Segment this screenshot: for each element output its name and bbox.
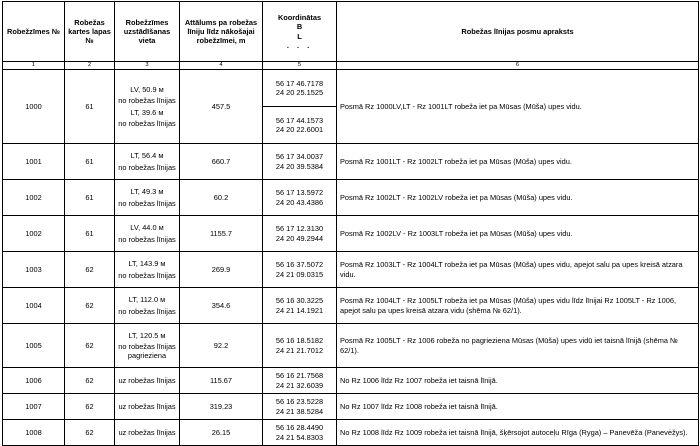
table-row [3,324,699,368]
location-text: uz robežas līnijas [118,427,176,437]
location-text: LT, 112.0 м [128,295,166,305]
table-row [3,144,699,180]
distance: 269.9 [180,252,263,288]
description: Posmā Rz 1002LV - Rz 1003LT robeža iet pa Mūsas (Mūša) upes vidu. [337,216,699,252]
col-number: 2 [65,62,115,70]
coordinates-cell [263,420,337,446]
coordinates-cell [263,70,337,144]
coord-l-value: 24 21 38.5284 [275,406,324,416]
coordinates-cell [263,288,337,324]
marker-no: 1003 [3,252,65,288]
distance: 354.6 [180,288,263,324]
table-row [3,216,699,252]
coord-dots: . . . [286,40,313,50]
table-row [3,394,699,420]
location-note: no robežas līnijas [118,96,176,106]
coord-b-value: 56 17 12.3130 [275,224,324,234]
coord-l-value: 24 20 49.2944 [275,233,324,243]
header-sheet-no: Robežas kartes lapas № [65,2,115,62]
coord-l-value: 24 20 43.4386 [275,197,324,207]
header-description: Robežas līnijas posmu apraksts [337,2,699,62]
coord-b-value: 56 17 13.5972 [275,188,324,198]
coord-l-value: 24 20 25.1525 [275,88,324,97]
coord-l-value: 24 21 21.7012 [275,345,324,355]
location-cell [115,288,180,324]
header-location: Robežzīmes uzstādīšanas vieta [115,2,180,62]
coord-b-value: 56 17 44.1573 [275,115,324,125]
marker-no: 1007 [3,394,65,420]
distance: 60.2 [180,180,263,216]
sheet-no: 62 [65,252,115,288]
description: Posmā Rz 1004LT - Rz 1005LT robeža iet pa Mūsas (Mūša) upes vidu līdz līnijai Rz 1005LT - Rz 1006, apejot salu pa upes kreisā atzara vidu (shēma № 62/1). [337,288,699,324]
table-row [3,180,699,216]
coordinates-cell [263,394,337,420]
coordinates-cell [263,144,337,180]
location-text: uz robežas līnijas [118,401,176,411]
marker-no: 1002 [3,180,65,216]
location-note: no robežas līnijas [118,198,176,208]
location-cell [115,420,180,446]
coord-l-value: 24 21 32.6039 [275,380,324,390]
coord-l-value: 24 20 22.6001 [275,125,324,134]
location-note: no robežas līnijas [118,162,176,172]
coordinates-cell [263,324,337,368]
description: Posmā Rz 1002LT - Rz 1002LV robeža iet pa Mūsas (Mūša) upes vidu. [337,180,699,216]
location-cell [115,144,180,180]
col-number: 5 [263,62,337,70]
sheet-no: 62 [65,368,115,394]
description: No Rz 1006 līdz Rz 1007 robeža iet taisnā līnijā. [337,368,699,394]
location-text: uz robežas līnijas [118,375,176,385]
location-cell [115,252,180,288]
location-note: no robežas līnijas [118,306,176,316]
coord-b-value: 56 16 21.7568 [275,371,324,381]
description: Posmā Rz 1001LT - Rz 1002LT robeža iet pa Mūsas (Mūša) upes vidu. [337,144,699,180]
coordinates-cell [263,180,337,216]
location-note: no robežas līnijas [118,118,176,128]
boundary-markers-table [2,1,699,446]
col-number: 3 [115,62,180,70]
distance: 26.15 [180,420,263,446]
coordinates-cell [263,252,337,288]
distance: 457.5 [180,70,263,144]
marker-no: 1005 [3,324,65,368]
sheet-no: 62 [65,288,115,324]
col-number: 1 [3,62,65,70]
coord-b-value: 56 16 30.3225 [275,296,324,306]
coord-b: B [296,22,303,32]
location-cell [115,216,180,252]
location-text: LT, 49.3 м [130,187,164,197]
location-text: LT, 39.6 м [130,107,164,117]
location-text: LV, 44.0 м [130,223,164,233]
header-distance: Attālums pa robežas līniju līdz nākošajai robežzīmei, m [180,2,263,62]
coord-l-value: 24 20 39.5384 [275,161,324,171]
column-number-row [3,62,699,70]
table-row [3,420,699,446]
coord-b-value: 56 16 23.5228 [275,397,324,407]
coordinates-cell [263,216,337,252]
coord-b-value: 56 16 18.5182 [275,336,324,346]
distance: 92.2 [180,324,263,368]
marker-no: 1004 [3,288,65,324]
location-text: LT, 120.5 м [128,330,166,340]
sheet-no: 62 [65,394,115,420]
description: Posmā Rz 1005LT - Rz 1006 robeža no pagrieziena Mūsas (Mūša) upes vidū iet taisnā līnijā (shēma № 62/1). [337,324,699,368]
location-note: no robežas līnijas [118,234,176,244]
table-row [3,288,699,324]
marker-no: 1008 [3,420,65,446]
sheet-no: 61 [65,70,115,144]
location-cell [115,324,180,368]
distance: 1155.7 [180,216,263,252]
coord-l-value: 24 21 09.0315 [275,269,324,279]
location-note: no robežas līnijas [118,270,176,280]
coord-b-value: 56 16 28.4490 [275,423,324,433]
description: No Rz 1007 līdz Rz 1008 robeža iet taisnā līnijā. [337,394,699,420]
sheet-no: 62 [65,420,115,446]
col-number: 4 [180,62,263,70]
location-note: no robežas līnijas pagrieziena [118,341,176,361]
location-cell [115,70,180,144]
header-marker-no: Robežzīmes № [3,2,65,62]
marker-no: 1000 [3,70,65,144]
location-cell [115,394,180,420]
coord-b-value: 56 16 37.5072 [275,260,324,270]
location-cell [115,368,180,394]
table-row [3,252,699,288]
distance: 660.7 [180,144,263,180]
location-text: LT, 56.4 м [130,151,164,161]
coord-title: Koordinātas [277,13,322,23]
description: No Rz 1008 līdz Rz 1009 robeža iet taisnā līnijā, šķērsojot autoceļu Rīga (Ryga) – Panevēža (Panevėžys). [337,420,699,446]
location-cell [115,180,180,216]
location-text: LV, 50.9 м [130,85,164,95]
coord-l-value: 24 21 14.1921 [275,305,324,315]
coord-b-value: 56 17 34.0037 [275,152,324,162]
marker-no: 1006 [3,368,65,394]
table-row [3,70,699,144]
sheet-no: 61 [65,180,115,216]
table-row [3,368,699,394]
distance: 319.23 [180,394,263,420]
marker-no: 1002 [3,216,65,252]
coord-l: L [297,31,302,41]
sheet-no: 62 [65,324,115,368]
location-text: LT, 143.9 м [128,259,166,269]
description: Posmā Rz 1003LT - Rz 1004LT robeža iet pa Mūsas (Mūša) upes vidu, apejot salu pa upes kreisā atzara vidu. [337,252,699,288]
marker-no: 1001 [3,144,65,180]
header-coordinates [263,2,337,62]
description: Posmā Rz 1000LV,LT - Rz 1001LT robeža iet pa Mūsas (Mūša) upes vidu. [337,70,699,144]
coord-b-value: 56 17 46.7178 [275,78,324,88]
header-row [3,2,699,62]
col-number: 6 [337,62,699,70]
sheet-no: 61 [65,144,115,180]
coord-l-value: 24 21 54.8303 [275,432,324,442]
coordinates-cell [263,368,337,394]
distance: 115.67 [180,368,263,394]
sheet-no: 61 [65,216,115,252]
